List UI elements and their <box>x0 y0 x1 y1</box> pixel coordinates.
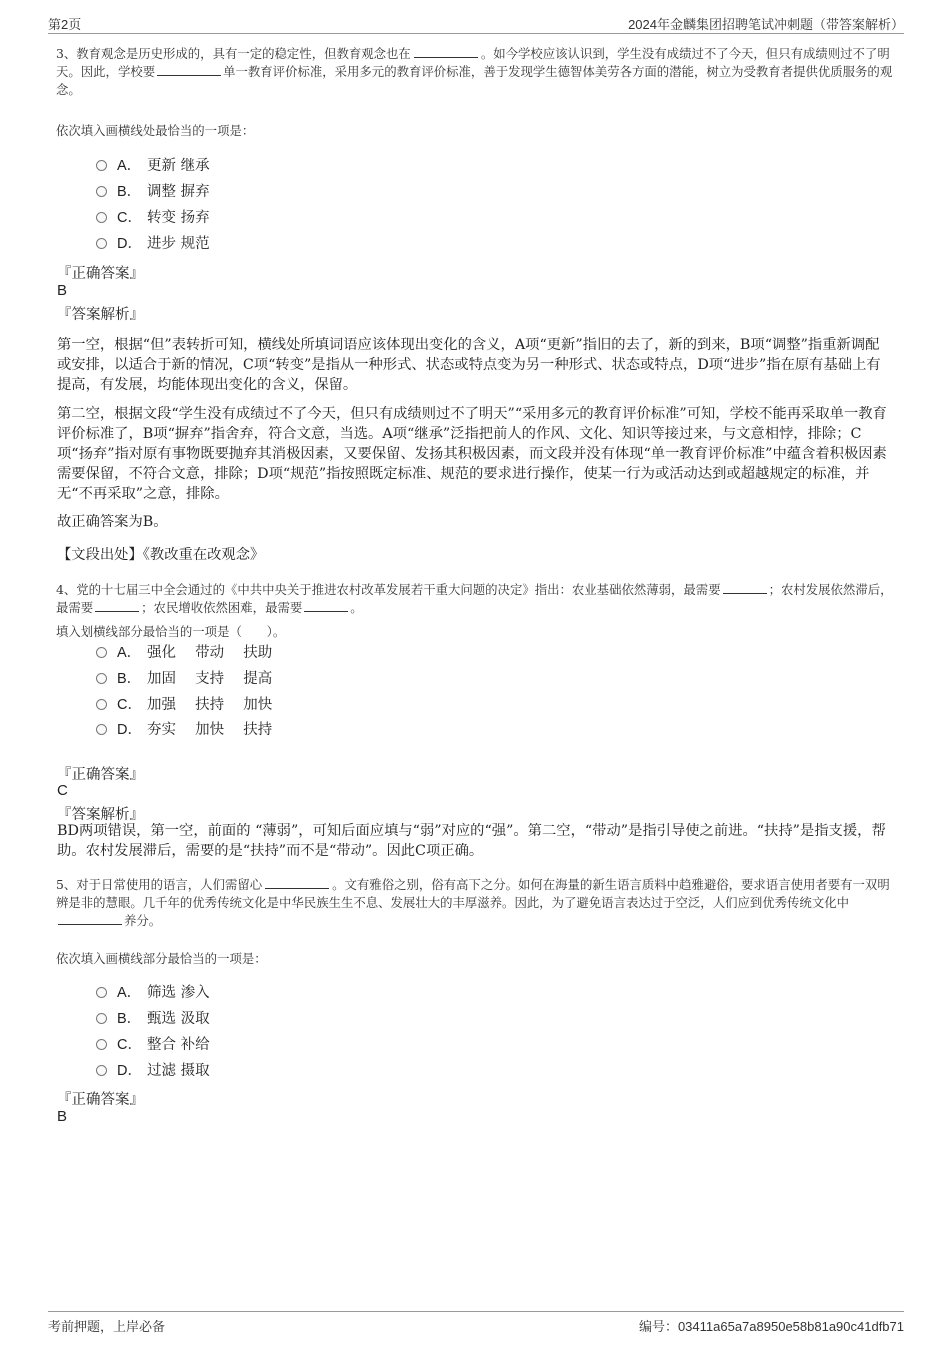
question-5-option-b[interactable]: B． 甄选 汲取 <box>96 1009 210 1029</box>
correct-answer-label: 『正确答案』 <box>57 266 144 282</box>
radio-icon[interactable] <box>96 1065 107 1076</box>
radio-icon[interactable] <box>96 724 107 735</box>
blank <box>304 599 348 612</box>
question-5-option-d[interactable]: D． 过滤 摄取 <box>96 1061 210 1081</box>
page-header <box>48 13 904 34</box>
page-footer <box>48 1311 904 1334</box>
radio-icon[interactable] <box>96 673 107 684</box>
question-5-option-a[interactable]: A． 筛选 渗入 <box>96 983 210 1003</box>
correct-answer-label: 『正确答案』 <box>57 767 144 783</box>
question-4-option-c[interactable]: C． 加强 扶持 加快 <box>96 695 272 715</box>
analysis-label: 『答案解析』 <box>57 807 144 823</box>
question-4-instruction: 填入划横线部分最恰当的一项是（ ）。 <box>56 624 286 639</box>
radio-icon[interactable] <box>96 186 107 197</box>
radio-icon[interactable] <box>96 1013 107 1024</box>
radio-icon[interactable] <box>96 212 107 223</box>
radio-icon[interactable] <box>96 238 107 249</box>
radio-icon[interactable] <box>96 1039 107 1050</box>
question-5-instruction: 依次填入画横线部分最恰当的一项是： <box>56 951 267 966</box>
question-4-option-b[interactable]: B． 加固 支持 提高 <box>96 669 272 689</box>
document-code <box>639 1316 904 1335</box>
analysis-paragraph: BD两项错误，第一空，前面的 “薄弱”，可知后面应填与“弱”对应的“强”。第二空，“带动”是指引导使之前进。“扶持”是指支援，帮助。农村发展滞后，需要的是“扶持”而不是“带动”。因此C项正确。 <box>57 823 886 859</box>
analysis-conclusion: 故正确答案为B。 <box>57 514 168 530</box>
question-4-option-d[interactable]: D． 夯实 加快 扶持 <box>96 720 272 740</box>
blank <box>723 581 767 594</box>
question-3-option-b[interactable]: B． 调整 摒弃 <box>96 182 210 202</box>
radio-icon[interactable] <box>96 987 107 998</box>
analysis-paragraph: 第一空，根据“但”表转折可知，横线处所填词语应该体现出变化的含义，A项“更新”指旧的去了，新的到来，B项“调整”指重新调配或安排，以适合于新的情况，C项“转变”是指从一种形式、状态或特点变为另一种形式、状态或特点，D项“进步”指在原有基础上有提高，有发展，均能体现出变化的含义，保留。 <box>57 337 881 393</box>
question-5-option-c[interactable]: C． 整合 补给 <box>96 1035 210 1055</box>
correct-answer-value: B <box>57 1108 68 1125</box>
correct-answer-label: 『正确答案』 <box>57 1092 144 1108</box>
radio-icon[interactable] <box>96 160 107 171</box>
source-note: 【文段出处】《教改重在改观念》 <box>57 547 265 563</box>
blank <box>157 63 221 76</box>
question-3-option-a[interactable]: A． 更新 继承 <box>96 156 210 176</box>
correct-answer-value: C <box>57 782 68 799</box>
blank <box>265 876 329 889</box>
question-3-text: 3、教育观念是历史形成的，具有一定的稳定性，但教育观念也在 。如今学校应该认识到，学生没有成绩过不了今天，但只有成绩则过不了明天。因此，学校要 单一教育评价标准，采用多元的教育评价标准，善于发现学生德智体美劳各方面的潜能，树立为受教育者提供优质服务的观念。 <box>56 46 893 97</box>
question-4-option-a[interactable]: A． 强化 带动 扶助 <box>96 643 272 663</box>
blank <box>414 45 478 58</box>
question-3-option-c[interactable]: C． 转变 扬弃 <box>96 208 210 228</box>
radio-icon[interactable] <box>96 699 107 710</box>
document-title: 2024年金麟集团招聘笔试冲刺题（带答案解析） <box>628 17 904 32</box>
code-label: 编号： <box>638 1319 678 1334</box>
blank <box>58 912 122 925</box>
question-3-option-d[interactable]: D． 进步 规范 <box>96 234 210 254</box>
correct-answer-value: B <box>57 282 68 299</box>
blank <box>95 599 139 612</box>
analysis-label: 『答案解析』 <box>57 307 144 323</box>
question-5-text: 5、对于日常使用的语言，人们需留心 。文有雅俗之别，俗有高下之分。如何在海量的新生语言质料中趋雅避俗，要求语言使用者要有一双明辨是非的慧眼。几千年的优秀传统文化是中华民族生生不息、发展壮大的丰厚滋养。因此，为了避免语言表达过于空泛，人们应到优秀传统文化中养分。 <box>56 877 890 928</box>
code-value: 03411a65a7a8950e58b81a90c41dfb71 <box>677 1319 904 1334</box>
question-3-instruction: 依次填入画横线处最恰当的一项是： <box>56 123 255 138</box>
question-4-text: 4、党的十七届三中全会通过的《中共中央关于推进农村改革发展若干重大问题的决定》指出：农业基础依然薄弱，最需要 ；农村发展依然滞后，最需要 ；农民增收依然困难，最需要 。 <box>56 582 893 615</box>
radio-icon[interactable] <box>96 647 107 658</box>
page-number: 第2页 <box>48 17 82 32</box>
analysis-paragraph: 第二空，根据文段“学生没有成绩过不了今天，但只有成绩则过不了明天”“采用多元的教育评价标准”可知，学校不能再采取单一教育评价标准了，B项“摒弃”指舍弃，符合文意，当选。A项“继承”泛指把前人的作风、文化、知识等接过来，与文意相悖，排除；C项“扬弃”指对原有事物既要抛弃其消极因素，又要保留、发扬其积极因素，而文段并没有体现“单一教育评价标准”中蕴含着积极因素需要保留，不符合文意，排除；D项“规范”指按照既定标准、规范的要求进行操作，使某一行为或活动达到或超越规定的标准，并无“不再采取”之意，排除。 <box>57 406 887 502</box>
footer-slogan: 考前押题，上岸必备 <box>48 1320 166 1335</box>
